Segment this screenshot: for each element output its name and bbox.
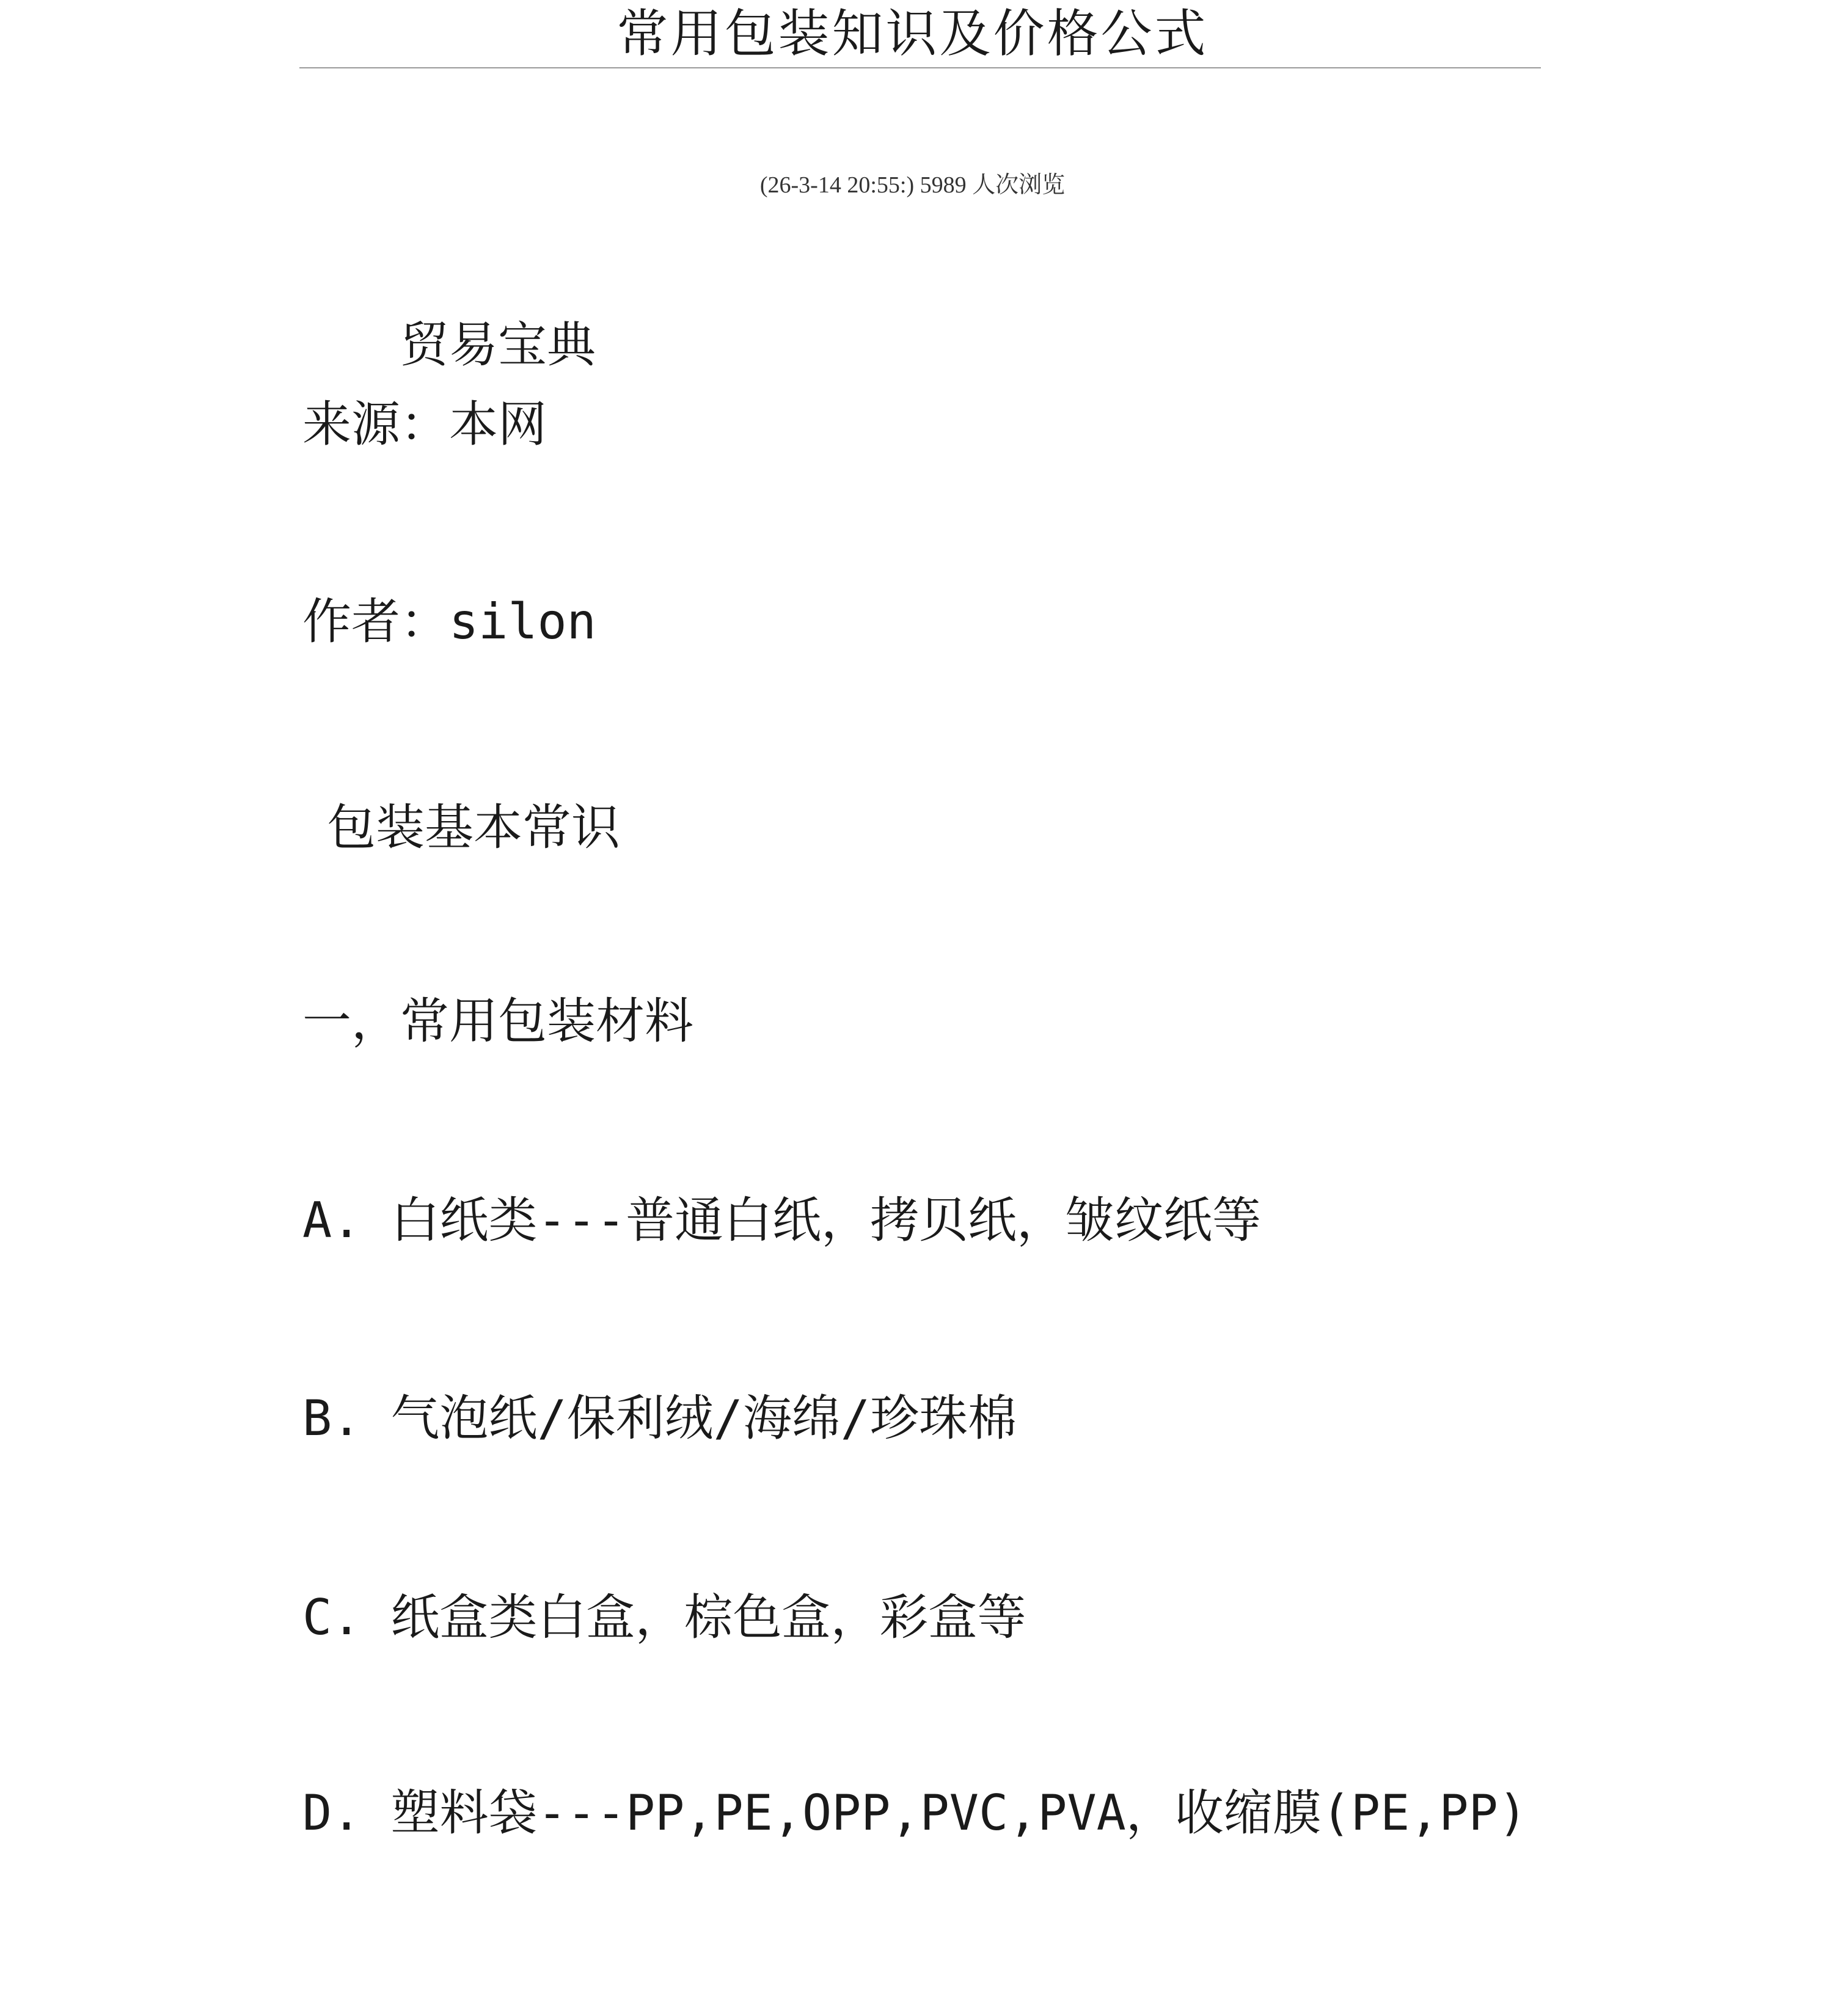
source-line: 来源：本网 [302,396,547,453]
list-item: B. 气泡纸/保利绒/海绵/珍珠棉 [302,1390,1017,1447]
list-item: A. 白纸类---普通白纸，拷贝纸，皱纹纸等 [302,1192,1261,1249]
post-meta: (26-3-14 20:55:) 5989 人次浏览 [759,172,1066,198]
list-item: D. 塑料袋---PP,PE,OPP,PVC,PVA，收缩膜(PE,PP) [302,1784,1527,1841]
title-divider [299,67,1541,68]
document-title: 常用包装知识及价格公式 [616,4,1209,64]
category-label: 贸易宝典 [400,316,596,373]
section-heading: 包装基本常识 [327,799,620,856]
author-line: 作者：silon [302,593,596,650]
subsection-heading: 一，常用包装材料 [302,993,693,1050]
list-item: C. 纸盒类白盒，棕色盒，彩盒等 [302,1589,1026,1646]
